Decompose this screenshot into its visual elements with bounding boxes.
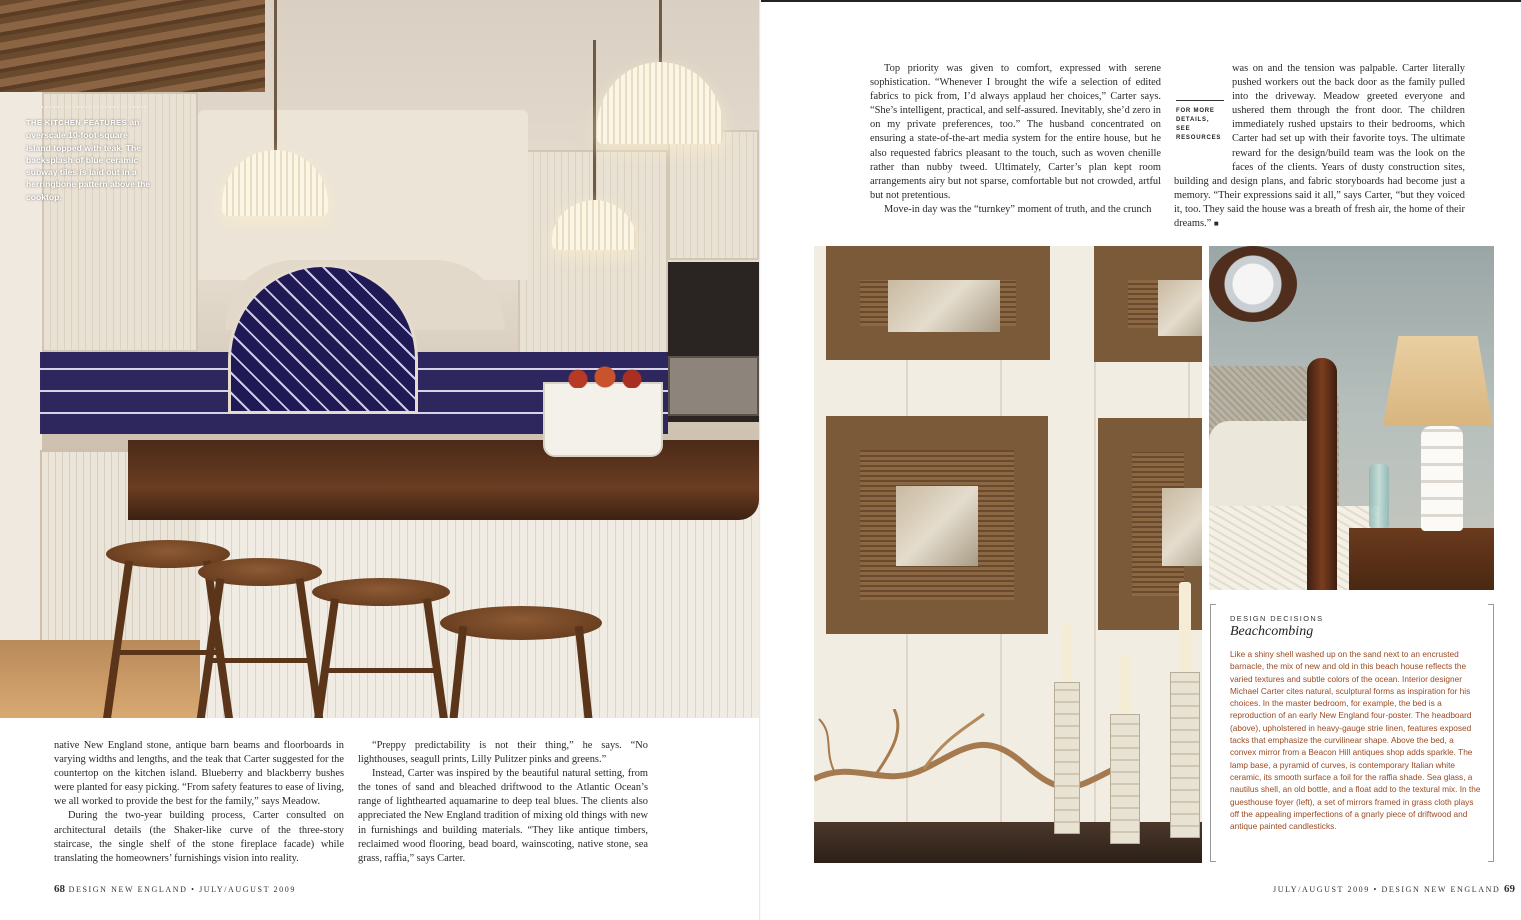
kitchen-photo xyxy=(0,0,759,718)
ceramic-lamp-base xyxy=(1421,426,1463,531)
pendant-lamp-1 xyxy=(222,0,328,218)
left-text-column-2 xyxy=(358,739,648,866)
nightstand xyxy=(1349,528,1494,590)
folio-text: DESIGN NEW ENGLAND • JULY/AUGUST 2009 xyxy=(68,885,296,894)
teak-countertop xyxy=(128,440,759,520)
apples xyxy=(560,366,650,388)
caption-lead: THE KITCHEN FEATURES xyxy=(26,118,128,127)
sidebar-body: Like a shiny shell washed up on the sand next to an encrusted barnacle, the mix of new and old in this beach house reflects the varied textures and subtle colors of the ocean. Interior designer Michael Carter cites natural, sculptural forms as inspiration for his choices. In the master bedroom, for example, the bed is a reproduction of an early New England four-poster. The headboard (above), upholstered in heavy-gauge strie linen, features exposed tacks that emphasize the curvilinear shape. Above the bed, a convex mirror from a Beacon Hill antiques shop adds sparkle. The lamp base, a pyramid of curves, is contemporary Italian white ceramic, its smooth surface a foil for the raffia shade. Sea glass, a nautilus shell, an old bottle, and a float add to the textural mix. In the guesthouse foyer (left), a set of mirrors framed in grass cloth plays off the appealing imperfections of a gnarly piece of driftwood and antique painted candlesticks. xyxy=(1230,649,1481,832)
bar-stool-3 xyxy=(312,578,450,718)
right-text-column-2 xyxy=(1174,62,1465,231)
top-rule xyxy=(761,0,1521,2)
bedpost xyxy=(1307,358,1337,590)
bedroom-photo xyxy=(1209,246,1494,590)
oven-window xyxy=(668,356,759,416)
page-number: 69 xyxy=(1503,883,1515,895)
caption-rule xyxy=(26,106,146,108)
raffia-lampshade xyxy=(1383,336,1493,426)
right-text-column-1 xyxy=(870,62,1161,217)
paragraph: “Preppy predictability is not their thing,” he says. “No lighthouses, seagull prints, Lilly Pulitzer pinks and greens.” xyxy=(358,740,648,766)
paragraph: native New England stone, antique barn beams and floorboards in varying widths and lengths, and the teak that Carter suggested for the countertop on the kitchen island. Blueberry and blackberry bushes were planted for easy picking. “From safety features to ease of living, we all worked to provide the best for the family,” says Meadow. xyxy=(54,740,344,808)
candlestick-2 xyxy=(1110,656,1140,844)
bracket-right xyxy=(1488,604,1494,862)
sidebar-title: Beachcombing xyxy=(1230,624,1314,639)
paragraph: During the two-year building process, Carter consulted on architectural details (the Shaker-like curve of the three-story staircase, the single shelf of the stone fireplace facade) while translating the homeowners’ furnishings vision into reality. xyxy=(54,810,344,864)
caption-text: an overscale 10-foot-square island topped with teak. The backsplash of blue ceramic subway tiles is laid out in a herringbone pattern above the cooktop. xyxy=(26,117,151,202)
convex-mirror xyxy=(1209,246,1297,322)
sea-glass-bottle xyxy=(1369,464,1389,528)
paragraph: was on and the tension was palpable. Carter literally pushed workers out the back door as the family pulled into the driveway. Meadow greeted everyone and ushered them through the front door. The children immediately rushed upstairs to their bedrooms, which Carter had set up with their favorite toys. The ultimate reward for the design/build team was the look on the faces of the clients. Years of dusty construction sites, building and design plans, and fabric storyboards had become just a memory. “Their expressions said it all,” says Carter, “but they voiced it, too. They said the house was a breath of fresh air, the home of their dreams.” xyxy=(1174,63,1465,230)
mirrors-photo xyxy=(814,246,1202,863)
folio-text: JULY/AUGUST 2009 • DESIGN NEW ENGLAND xyxy=(1273,885,1501,894)
resources-note: FOR MORE DETAILS, SEE RESOURCES xyxy=(1176,100,1224,143)
photo-caption xyxy=(26,106,152,203)
white-bowl xyxy=(543,382,663,457)
candlestick-3 xyxy=(1170,582,1200,838)
sidebar-kicker: DESIGN DECISIONS xyxy=(1230,614,1324,623)
upper-cabinet-right xyxy=(668,130,759,260)
left-text-column-1 xyxy=(54,739,344,866)
bar-stool-4 xyxy=(440,606,602,718)
bracket-left xyxy=(1210,604,1216,862)
grass-mirror-3 xyxy=(826,416,1048,634)
console-table xyxy=(814,822,1202,863)
design-decisions-sidebar xyxy=(1210,604,1494,862)
grass-mirror-2 xyxy=(1094,246,1202,362)
paragraph: Instead, Carter was inspired by the beautiful natural setting, from the tones of sand and bleached driftwood to the Atlantic Ocean’s range of lighthearted aquamarine to deep teal blues. The clients also appreciated the New England tradition of mixing old things with new in furnishings and building materials. “They like antique timbers, reclaimed wood flooring, bead board, wainscoting, native stone, sea grass, raffia,” says Carter. xyxy=(358,768,648,864)
bar-stool-2 xyxy=(198,558,322,718)
folio-right xyxy=(1273,883,1515,895)
paragraph: Move-in day was the “turnkey” moment of truth, and the crunch xyxy=(884,203,1152,215)
candlestick-1 xyxy=(1054,624,1080,834)
page-number: 68 xyxy=(54,883,65,895)
left-page xyxy=(0,0,760,920)
end-mark: ■ xyxy=(1213,219,1219,229)
folio-left xyxy=(54,883,296,895)
grass-mirror-1 xyxy=(826,246,1050,360)
paragraph: Top priority was given to comfort, expressed with serene sophistication. “Whenever I brought the wife a selection of edited fabrics to pick from, I’d always applaud her choices,” Carter says. “She’s intelligent, practical, and self-assured. Inevitably, she’d zero in on my private preferences, too.” The husband concentrated on ensuring a state-of-the-art media system for the entire house, but he also requested fabrics pleasant to the touch, such as woven chenille rather than nubby tweed. Ultimately, Carter’s plan kept room arrangements airy but not sparse, comfortable but not crowded, artful but not pretentious. xyxy=(870,63,1161,201)
pendant-lamp-3 xyxy=(597,0,723,145)
